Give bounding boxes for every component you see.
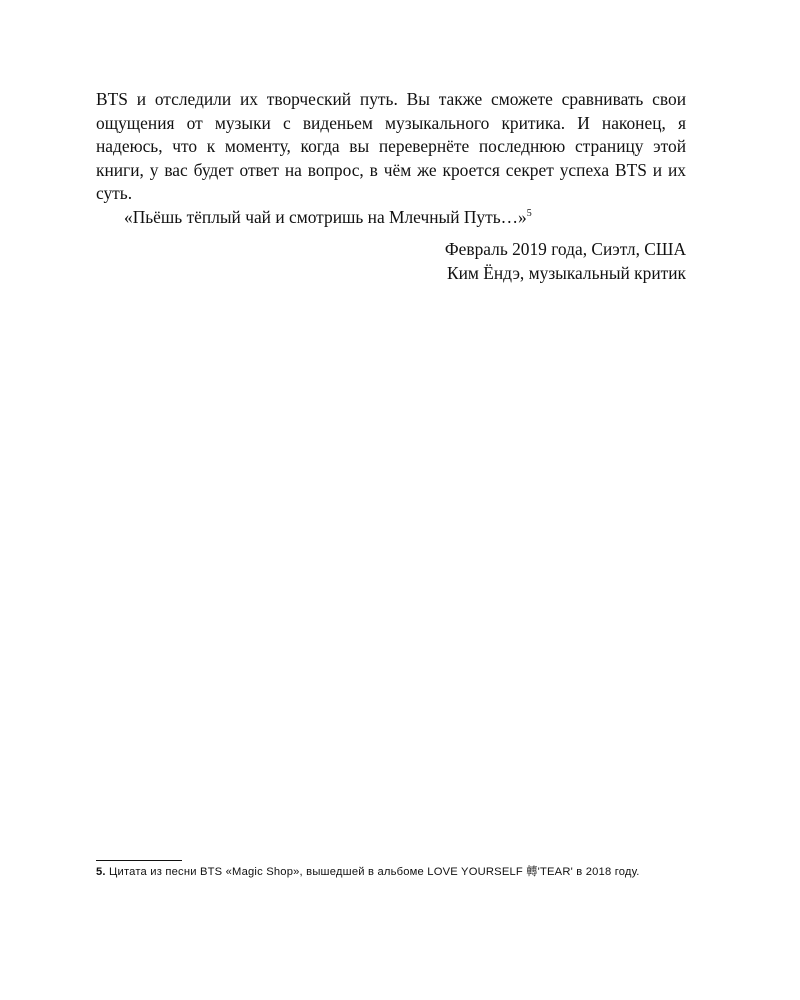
paragraph: BTS и отследили их творческий путь. Вы также сможете сравнивать свои ощущения от музыки с виденьем музыкального критика. И наконец, я надеюсь, что к моменту, когда вы перевернёте последнюю страницу этой книги, у вас будет ответ на вопрос, в чём же кроется секрет успеха BTS и их суть. — [96, 89, 686, 203]
footnote-reference: 5 — [526, 207, 532, 219]
signature-date-place: Февраль 2019 года, Сиэтл, США — [444, 239, 686, 259]
signature-block — [445, 238, 686, 285]
footnote-number: 5. — [96, 866, 106, 878]
main-text — [96, 88, 686, 229]
signature-author: Ким Ёндэ, музыкальный критик — [446, 262, 686, 283]
quote-paragraph — [96, 206, 686, 230]
footnote-divider — [96, 860, 182, 861]
footnote — [96, 864, 686, 880]
quote-text: «Пьёшь тёплый чай и смотришь на Млечный Путь…» — [124, 206, 527, 227]
footnote-text: Цитата из песни BTS «Magic Shop», вышедшей в альбоме LOVE YOURSELF 轉'TEAR' в 2018 году. — [109, 866, 640, 878]
